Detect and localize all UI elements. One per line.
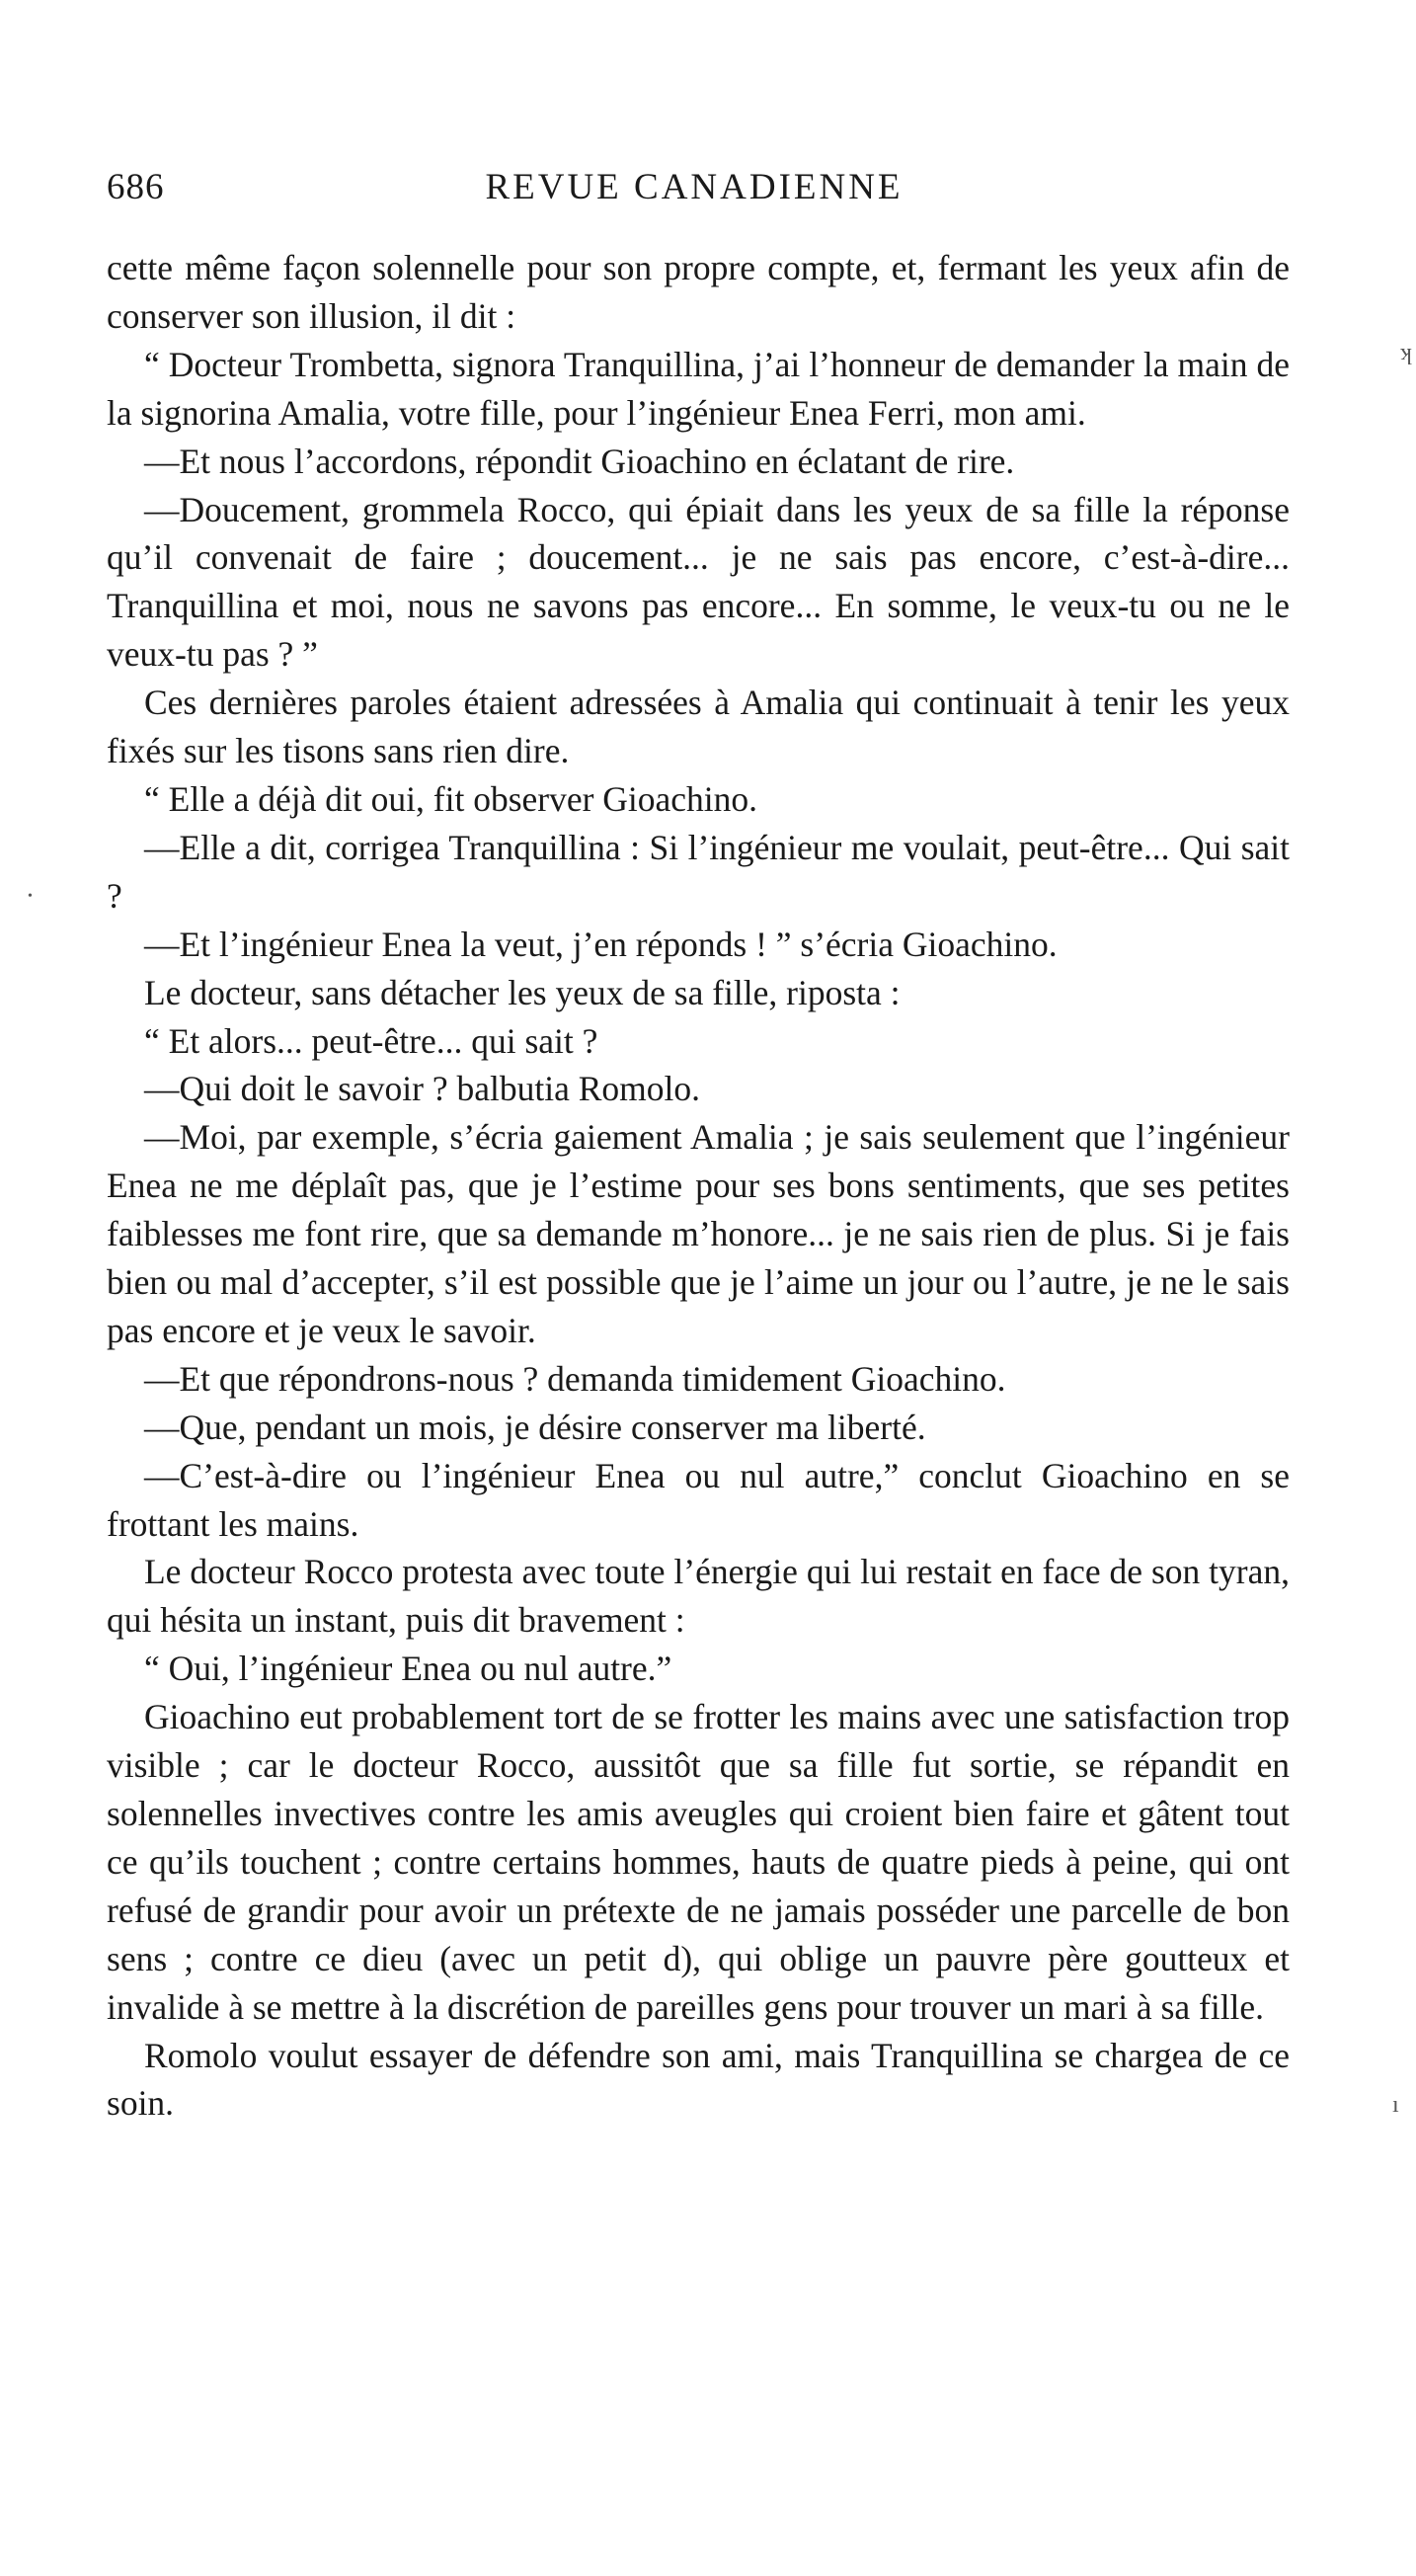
paragraph: —Qui doit le savoir ? balbutia Romolo. bbox=[144, 1069, 700, 1109]
paragraph: cette même façon solennelle pour son propre compte, et, fermant les yeux afin de conserver son illusion, il dit : bbox=[107, 248, 1290, 336]
margin-mark: ʞ bbox=[1400, 340, 1412, 365]
paragraph: —Elle a dit, corrigea Tranquillina : Si l’ingénieur me voulait, peut-être... Qui sait ? bbox=[107, 827, 1290, 916]
paragraph: Gioachino eut probablement tort de se frotter les mains avec une satisfaction trop visible ; car le docteur Rocco, aussitôt que sa fille fut sortie, se répandit en solennelles invectives contre les amis aveugles qui croient bien faire et gâtent tout ce qu’ils touchent ; contre certains hommes, hauts de quatre pieds à peine, qui ont refusé de grandir pour avoir un prétexte de ne jamais posséder une parcelle de bon sens ; contre ce dieu (avec un petit d), qui oblige un pauvre père goutteux et invalide à se mettre à la discrétion de pareilles gens pour trouver un mari à sa fille. bbox=[107, 1697, 1290, 2027]
paragraph: Ces dernières paroles étaient adressées à Amalia qui continuait à tenir les yeux fixés sur les tisons sans rien dire. bbox=[107, 683, 1290, 771]
paragraph: —Doucement, grommela Rocco, qui épiait dans les yeux de sa fille la réponse qu’il convenait de faire ; doucement... je ne sais pas encore, c’est-à-dire... Tranquillina et moi, nous ne savons pas encore... En somme, le veux-tu ou ne le veux-tu pas ? ” bbox=[107, 489, 1290, 675]
paragraph: —Et que répondrons-nous ? demanda timidement Gioachino. bbox=[144, 1358, 1006, 1399]
page-header bbox=[107, 166, 1282, 215]
page-number: 686 bbox=[107, 167, 165, 207]
paragraph: —C’est-à-dire ou l’ingénieur Enea ou nul autre,” conclut Gioachino en se frottant les mains. bbox=[107, 1455, 1290, 1544]
paragraph: “ Et alors... peut-être... qui sait ? bbox=[144, 1020, 598, 1061]
paragraph: “ Oui, l’ingénieur Enea ou nul autre.” bbox=[144, 1649, 672, 1689]
paragraph: Romolo voulut essayer de défendre son ami, mais Tranquillina se chargea de ce soin. bbox=[107, 2035, 1290, 2124]
paragraph: —Et nous l’accordons, répondit Gioachino en éclatant de rire. bbox=[144, 441, 1015, 481]
margin-mark: ı bbox=[1392, 2092, 1399, 2118]
paragraph: Le docteur Rocco protesta avec toute l’énergie qui lui restait en face de son tyran, qui hésita un instant, puis dit bravement : bbox=[107, 1552, 1290, 1641]
paragraph: —Et l’ingénieur Enea la veut, j’en réponds ! ” s’écria Gioachino. bbox=[144, 924, 1058, 964]
paragraph: “ Docteur Trombetta, signora Tranquillina, j’ai l’honneur de demander la main de la signorina Amalia, votre fille, pour l’ingénieur Enea Ferri, mon ami. bbox=[107, 344, 1290, 433]
paragraph: —Moi, par exemple, s’écria gaiement Amalia ; je sais seulement que l’ingénieur Enea ne me déplaît pas, que je l’estime pour ses bons sentiments, que ses petites faiblesses me font rire, que sa demande m’honore... je ne sais rien de plus. Si je fais bien ou mal d’accepter, s’il est possible que je l’aime un jour ou l’autre, je ne le sais pas encore et je veux le savoir. bbox=[107, 1117, 1290, 1350]
paragraph: —Que, pendant un mois, je désire conserver ma liberté. bbox=[144, 1407, 926, 1447]
body-text bbox=[107, 244, 1290, 2128]
margin-dot: • bbox=[28, 889, 33, 904]
paragraph: “ Elle a déjà dit oui, fit observer Gioachino. bbox=[144, 778, 758, 819]
paragraph: Le docteur, sans détacher les yeux de sa fille, riposta : bbox=[144, 972, 901, 1012]
running-title: REVUE CANADIENNE bbox=[485, 167, 904, 207]
